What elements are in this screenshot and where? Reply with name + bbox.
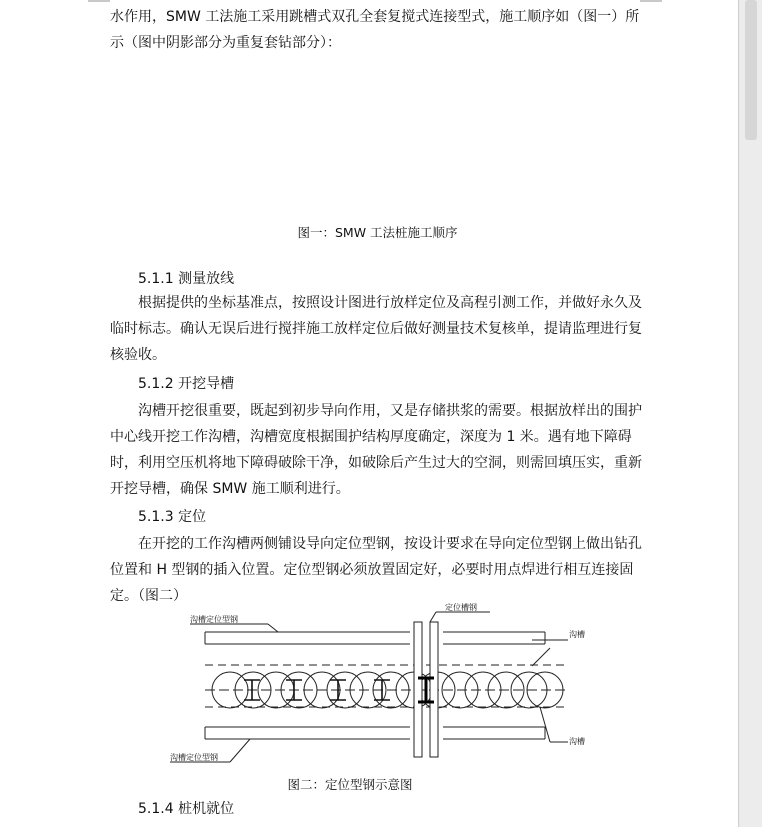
figure-2-diagram — [160, 600, 600, 775]
scrollbar-thumb[interactable] — [745, 0, 757, 140]
page-corner-mark-right — [640, 0, 662, 2]
section-paragraph: 在开挖的工作沟槽两侧铺设导向定位型钢，按设计要求在导向定位型钢上做出钻孔位置和 H 型钢的插入位置。定位型钢必须放置固定好，必要时用点焊进行相互连接固定。（图二） — [110, 536, 642, 604]
fig2-label-bottom-left: 沟槽定位型钢 — [170, 753, 218, 762]
vertical-scrollbar[interactable] — [740, 0, 762, 827]
fig2-label-right-top: 沟槽 — [569, 630, 585, 639]
fig2-label-top-left: 沟槽定位型钢 — [190, 615, 238, 624]
section-heading: 5.1.1 测量放线 — [138, 271, 235, 287]
fig2-label-right-bottom: 沟槽 — [569, 737, 585, 746]
intro-paragraph: 水作用，SMW 工法施工采用跳槽式双孔全套复搅式连接型式，施工顺序如（图一）所示（图中阴影部分为重复套钻部分）： — [110, 9, 640, 51]
section-paragraph: 根据提供的坐标基准点，按照设计图进行放样定位及高程引测工作，并做好永久及临时标志。确认无误后进行搅拌施工放样定位后做好测量技术复核单，提请监理进行复核验收。 — [110, 295, 642, 363]
figure-1-caption: 图一：SMW 工法桩施工顺序 — [297, 225, 458, 240]
figure-1-blank-area — [110, 60, 645, 220]
section-heading: 5.1.4 桩机就位 — [138, 801, 235, 817]
section-paragraph: 沟槽开挖很重要，既起到初步导向作用，又是存储拱浆的需要。根据放样出的围护中心线开挖工作沟槽，沟槽宽度根据围护结构厚度确定，深度为 1 米。遇有地下障碍时，利用空压机将地下障碍破除干净，如破除后产生过大的空洞，则需回填压实，重新开挖导槽，确保 SMW 施工顺利进行。 — [110, 403, 642, 497]
section-heading: 5.1.3 定位 — [138, 509, 207, 525]
figure-2-caption: 图二：定位型钢示意图 — [287, 777, 413, 792]
fig2-label-top-center: 定位槽钢 — [445, 603, 477, 612]
section-heading: 5.1.2 开挖导槽 — [138, 376, 235, 392]
page-corner-mark-left — [88, 0, 110, 2]
